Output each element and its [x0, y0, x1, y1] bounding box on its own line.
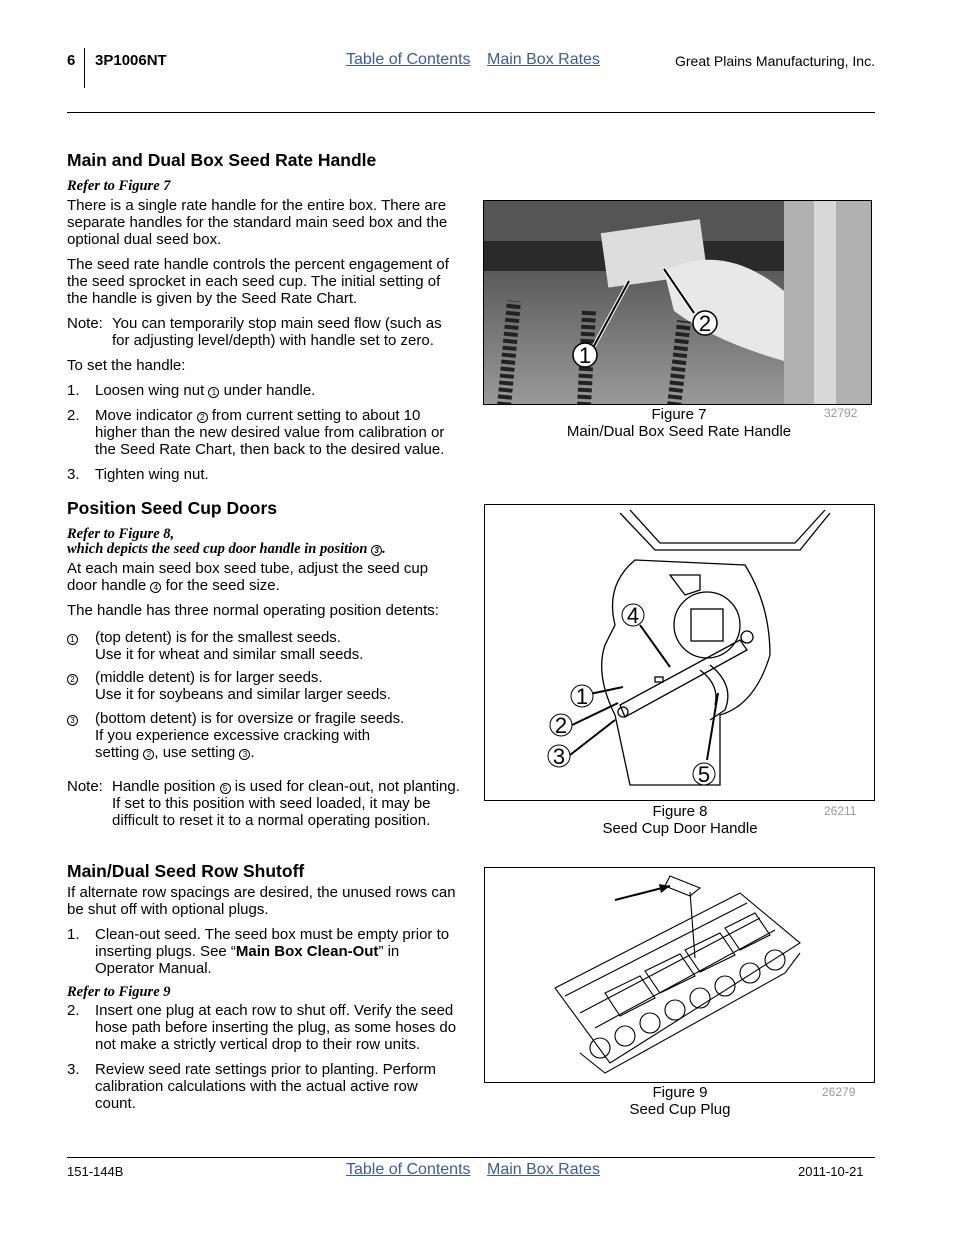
list-item: [67, 407, 462, 458]
section-title: Position Seed Cup Doors: [67, 498, 278, 518]
step-text: Move indicator 2 from current setting to about 10 higher than the new desired value from calibration or the Seed Rate Chart, then back to the desired value.: [95, 407, 445, 458]
note-text: Handle position 5 is used for clean-out, not planting. If set to this position with seed loaded, it may be difficult to reset it to a normal operating position.: [112, 778, 460, 829]
model-number: 3P1006NT: [95, 52, 167, 69]
page-number: 6: [67, 52, 76, 69]
figure-reference: which depicts the seed cup door handle in position 3 .: [67, 541, 386, 557]
callout-label-3: [548, 744, 570, 769]
seed-rate-handle-photo: [484, 201, 872, 405]
document-id: 151-144B: [67, 1164, 124, 1179]
detent-text: (top detent) is for the smallest seeds.: [95, 629, 341, 646]
header-rule: [67, 112, 875, 113]
figure-label: Figure 9: [652, 1084, 708, 1101]
paragraph: There is a single rate handle for the entire box. There are separate handles for the standard main seed box and the optional dual seed box.: [67, 197, 448, 248]
step-number: 3.: [67, 466, 80, 483]
section-row-shutoff: [67, 861, 462, 1112]
step-text: Loosen wing nut 1 under handle.: [95, 382, 316, 399]
seed-cup-door-drawing: [485, 505, 875, 801]
detent-item: [67, 669, 462, 703]
callout-marker: 2: [67, 674, 78, 685]
header-toc-link[interactable]: Table of Contents: [346, 51, 471, 68]
figure-id: 26211: [824, 804, 857, 818]
paragraph: The handle has three normal operating position detents:: [67, 602, 439, 619]
section-seed-cup-doors: [67, 498, 462, 829]
svg-text:1: 1: [575, 684, 589, 709]
section-seed-rate-handle: [67, 150, 462, 483]
figure-id: 32792: [824, 406, 858, 420]
figure-7-photo: [483, 200, 872, 405]
figure-label: Figure 7: [651, 406, 707, 423]
svg-text:5: 5: [697, 762, 711, 787]
step-number: 1.: [67, 382, 80, 399]
list-item: [67, 466, 462, 483]
figure-9-drawing: [484, 867, 875, 1083]
list-item: [67, 382, 462, 399]
step-text: Tighten wing nut.: [95, 466, 209, 483]
detent-item: [67, 629, 462, 663]
paragraph: To set the handle:: [67, 357, 186, 374]
note-text: You can temporarily stop main seed flow (such as for adjusting level/depth) with handle set to zero.: [112, 315, 442, 349]
figure-title: Seed Cup Door Handle: [602, 820, 758, 837]
figure-9-caption: [484, 1084, 876, 1118]
note: [67, 315, 462, 349]
figure-8-drawing: [484, 504, 875, 801]
list-item: [67, 1061, 462, 1112]
detent-text: (bottom detent) is for oversize or fragile seeds.: [95, 710, 405, 727]
callout-marker: 2: [143, 749, 154, 760]
svg-text:4: 4: [626, 603, 640, 628]
figure-8-caption: [484, 803, 876, 837]
figure-title: Seed Cup Plug: [629, 1101, 731, 1118]
callout-label-1: [571, 684, 593, 709]
figure-reference: Refer to Figure 8,: [67, 526, 175, 542]
callout-label-4: [622, 603, 644, 628]
figure-reference: Refer to Figure 7: [67, 178, 171, 194]
svg-text:2: 2: [554, 713, 568, 738]
callout-marker: 2: [197, 412, 208, 423]
figure-title: Main/Dual Box Seed Rate Handle: [566, 423, 792, 440]
paragraph: The seed rate handle controls the percent engagement of the seed sprocket in each seed cup. The initial setting of the handle is given by the Seed Rate Chart.: [67, 256, 449, 307]
step-number: 2.: [67, 407, 80, 424]
svg-text:3: 3: [552, 744, 566, 769]
step-number: 3.: [67, 1061, 80, 1078]
detent-item: 3 (bottom detent) is for oversize or fragile seeds. If you experience excessive cracking with setting 2 , use setting 3 .: [67, 710, 462, 761]
callout-label-2: [550, 713, 572, 738]
step-number: 1.: [67, 926, 80, 943]
seed-cup-plug-drawing: [485, 868, 875, 1083]
callout-marker: 1: [208, 387, 219, 398]
svg-text:1: 1: [578, 343, 592, 368]
note-label: Note:: [67, 315, 103, 332]
list-item: [67, 1002, 462, 1053]
callout-label-1: [573, 343, 597, 368]
header-main-box-rates-link[interactable]: Main Box Rates: [487, 51, 600, 68]
detent-text: (middle detent) is for larger seeds.: [95, 669, 323, 686]
callout-label-2: [693, 311, 717, 336]
callout-marker: 1: [67, 634, 78, 645]
figure-label: Figure 8: [652, 803, 708, 820]
section-title: Main and Dual Box Seed Rate Handle: [67, 150, 377, 170]
document-date: 2011-10-21: [798, 1164, 864, 1179]
detent-text: If you experience excessive cracking with: [95, 727, 371, 744]
callout-marker: 3: [67, 715, 78, 726]
callout-marker: 3: [371, 545, 382, 556]
header-divider: [84, 48, 85, 88]
section-title: Main/Dual Seed Row Shutoff: [67, 861, 305, 881]
paragraph: At each main seed box seed tube, adjust the seed cup door handle 4 for the seed size.: [67, 560, 429, 594]
step-text: Review seed rate settings prior to planting. Perform calibration calculations with the actual active row count.: [95, 1061, 436, 1112]
list-item: [67, 926, 462, 977]
step-text: Insert one plug at each row to shut off. Verify the seed hose path before inserting the plug, as some hoses do not make a strictly vertical drop to their row units.: [95, 1002, 457, 1053]
footer-toc-link[interactable]: Table of Contents: [346, 1161, 471, 1178]
note: [67, 778, 462, 829]
svg-text:2: 2: [698, 311, 712, 336]
detent-text: Use it for soybeans and similar larger seeds.: [95, 686, 391, 703]
callout-marker: 5: [220, 783, 231, 794]
step-text: Clean-out seed. The seed box must be empty prior to inserting plugs. See “Main Box Clean-Out” in Operator Manual.: [95, 926, 450, 977]
callout-marker: 3: [239, 749, 250, 760]
company-name: Great Plains Manufacturing, Inc.: [675, 53, 875, 69]
figure-7-caption: [483, 406, 875, 440]
note-label: Note:: [67, 778, 103, 795]
step-number: 2.: [67, 1002, 80, 1019]
detent-text: Use it for wheat and similar small seeds.: [95, 646, 364, 663]
footer-main-box-rates-link[interactable]: Main Box Rates: [487, 1161, 600, 1178]
callout-label-5: [693, 762, 715, 787]
figure-id: 26279: [822, 1085, 856, 1099]
callout-marker: 4: [150, 582, 161, 593]
footer-rule: [67, 1157, 875, 1158]
figure-reference: Refer to Figure 9: [67, 984, 171, 1000]
paragraph: If alternate row spacings are desired, the unused rows can be shut off with optional plugs.: [67, 884, 456, 918]
